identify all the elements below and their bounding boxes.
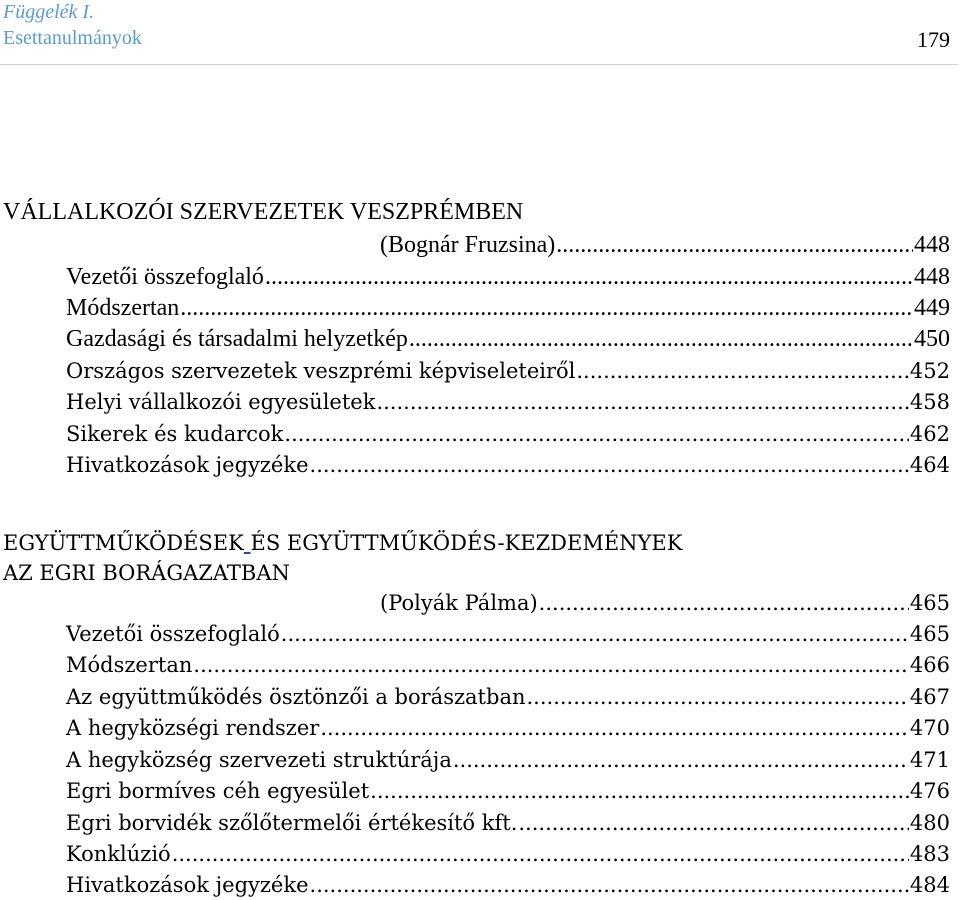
toc-entry-label: Módszertan [66, 653, 193, 677]
toc-entry-label: Vezetői összefoglaló [66, 264, 264, 290]
toc-author-entry[interactable] [380, 230, 950, 260]
toc-entry[interactable] [66, 776, 950, 806]
toc-entry-label: Egri bormíves céh egyesület [66, 779, 370, 803]
dot-leader [180, 293, 913, 323]
toc-entry[interactable] [66, 293, 950, 323]
dot-leader [527, 682, 909, 712]
dot-leader [576, 356, 909, 386]
section-title-line2: AZ EGRI BORÁGAZATBAN [3, 561, 290, 585]
toc-entry[interactable] [66, 262, 950, 292]
toc-author-entry[interactable] [380, 588, 950, 618]
toc-entry-label: Vezetői összefoglaló [66, 622, 280, 646]
toc-entry-label: Az együttműködés ösztönzői a borászatban [66, 685, 526, 709]
dot-leader [284, 419, 909, 449]
toc-entry[interactable] [66, 682, 950, 712]
page-ref: 466 [909, 653, 950, 677]
dot-leader [310, 870, 909, 900]
page-ref: 465 [909, 591, 950, 615]
running-header-section: Függelék I. [3, 1, 95, 23]
dot-leader [453, 745, 909, 775]
page-ref: 462 [909, 422, 950, 446]
toc-entry-label: Konklúzió [66, 842, 171, 866]
page-ref: 471 [909, 748, 950, 772]
toc-entry-label: Helyi vállalkozói egyesületek [66, 390, 376, 414]
section-title: VÁLLALKOZÓI SZERVEZETEK VESZPRÉMBEN [3, 199, 524, 225]
dot-leader [320, 713, 909, 743]
page-ref: 464 [909, 453, 950, 477]
author-name: (Bognár Fruzsina) [380, 232, 556, 258]
page-ref: 480 [909, 811, 950, 835]
dot-leader [172, 839, 909, 869]
dot-leader [265, 262, 913, 292]
toc-entry[interactable] [66, 870, 950, 900]
dot-leader [281, 619, 909, 649]
toc-entry-label: Egri borvidék szőlőtermelői értékesítő kft. [66, 811, 518, 835]
toc-entry-label: A hegyközségi rendszer [66, 716, 320, 740]
toc-entry[interactable] [66, 387, 950, 417]
section-title [3, 528, 682, 558]
page-number: 179 [917, 27, 950, 52]
toc-entry[interactable] [66, 450, 950, 480]
toc-entry[interactable] [66, 839, 950, 869]
page-ref: 476 [909, 779, 950, 803]
toc-entry[interactable] [66, 808, 950, 838]
section-title-part1: EGYÜTTMŰKÖDÉSEK [3, 531, 244, 555]
toc-entry-label: Hivatkozások jegyzéke [66, 873, 309, 897]
toc-entry-label: Sikerek és kudarcok [66, 422, 284, 446]
page-ref: 449 [914, 295, 950, 321]
running-header-chapter: Esettanulmányok [3, 27, 142, 49]
toc-entry[interactable] [66, 419, 950, 449]
toc-entry-label: Országos szervezetek veszprémi képviseleteiről [66, 359, 576, 383]
dot-leader [409, 324, 913, 354]
title-link-space[interactable] [244, 531, 251, 555]
dot-leader [310, 450, 909, 480]
toc-entry[interactable] [66, 650, 950, 680]
dot-leader [193, 650, 909, 680]
dot-leader [556, 230, 913, 260]
toc-entry[interactable] [66, 356, 950, 386]
toc-entry-label: Módszertan [66, 295, 180, 321]
dot-leader [376, 387, 908, 417]
page-ref: 452 [909, 359, 950, 383]
page-ref: 467 [909, 685, 950, 709]
author-name: (Polyák Pálma) [380, 591, 538, 615]
header-divider [0, 64, 958, 65]
page-ref: 484 [909, 873, 950, 897]
toc-entry[interactable] [66, 745, 950, 775]
toc-entry-label: A hegyközség szervezeti struktúrája [66, 748, 452, 772]
section-title-part2: ÉS EGYÜTTMŰKÖDÉS-KEZDEMÉNYEK [250, 531, 683, 555]
dot-leader [370, 776, 909, 806]
page-ref: 470 [909, 716, 950, 740]
page-ref: 458 [909, 390, 950, 414]
page-ref: 448 [914, 232, 950, 258]
toc-entry[interactable] [66, 713, 950, 743]
page-ref: 483 [909, 842, 950, 866]
page-ref: 448 [914, 264, 950, 290]
toc-entry-label: Gazdasági és társadalmi helyzetkép [66, 326, 408, 352]
toc-entry[interactable] [66, 619, 950, 649]
dot-leader [539, 588, 909, 618]
page-ref: 450 [914, 326, 950, 352]
toc-entry[interactable] [66, 324, 950, 354]
toc-entry-label: Hivatkozások jegyzéke [66, 453, 309, 477]
page-ref: 465 [909, 622, 950, 646]
dot-leader [518, 808, 909, 838]
